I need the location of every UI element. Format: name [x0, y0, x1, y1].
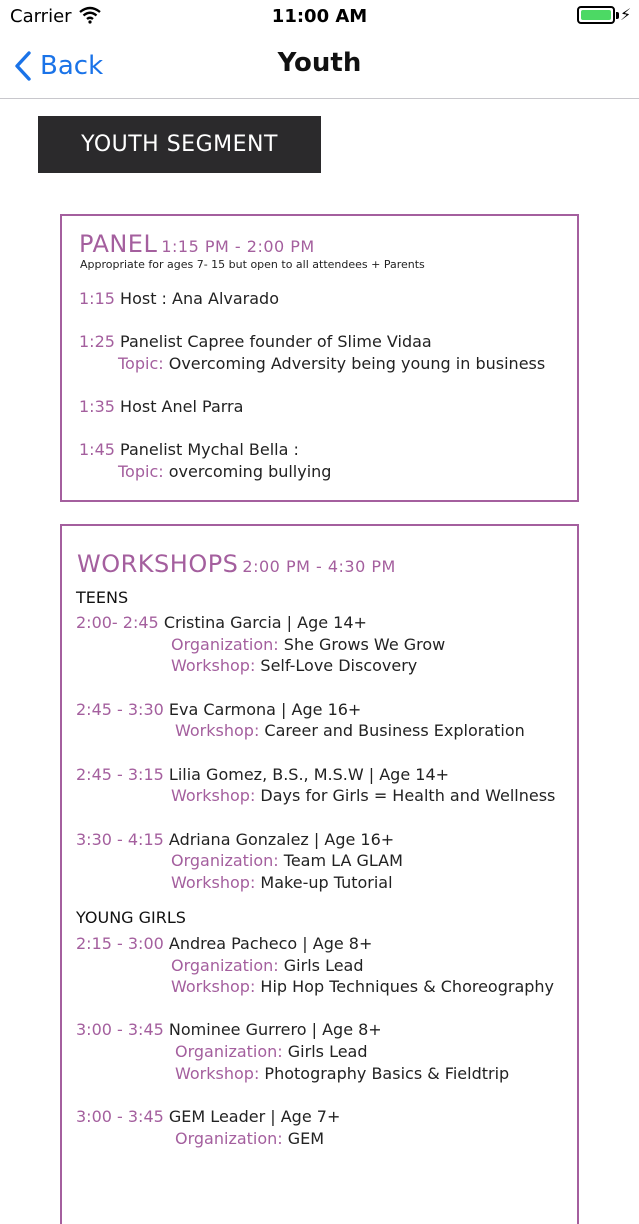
- segment-banner: YOUTH SEGMENT: [38, 116, 321, 173]
- workshop-org: Organization: Team LA GLAM: [171, 851, 403, 870]
- workshop-topic: Workshop: Photography Basics & Fieldtrip: [175, 1064, 510, 1083]
- workshop-entry: 2:45 - 3:30 Eva Carmona | Age 16+: [76, 700, 362, 719]
- workshop-org: Organization: Girls Lead: [175, 1042, 368, 1061]
- panel-title: PANEL: [79, 230, 158, 258]
- panel-topic: Topic: overcoming bullying: [118, 462, 332, 481]
- workshop-org: Organization: Girls Lead: [171, 956, 364, 975]
- teens-heading: TEENS: [76, 588, 129, 607]
- workshop-org: Organization: She Grows We Grow: [171, 635, 446, 654]
- clock: 11:00 AM: [271, 6, 368, 27]
- workshops-title: WORKSHOPS: [77, 550, 239, 578]
- workshops-section: [60, 524, 579, 1224]
- battery-icon: [577, 6, 615, 24]
- panel-title-row: [79, 230, 315, 258]
- panel-item: 1:25 Panelist Capree founder of Slime Vidaa: [79, 332, 432, 351]
- workshops-title-row: [77, 550, 396, 578]
- workshop-topic: Workshop: Days for Girls = Health and Wellness: [171, 786, 556, 805]
- status-bar: [0, 0, 639, 34]
- page-title: Youth: [277, 48, 362, 78]
- content-scroll[interactable]: [0, 99, 639, 1148]
- panel-item: 1:35 Host Anel Parra: [79, 397, 244, 416]
- carrier-label: Carrier: [10, 6, 72, 27]
- panel-item: 1:15 Host : Ana Alvarado: [79, 289, 279, 308]
- workshop-entry: 3:00 - 3:45 GEM Leader | Age 7+: [76, 1107, 341, 1126]
- workshop-entry: 3:00 - 3:45 Nominee Gurrero | Age 8+: [76, 1020, 382, 1039]
- panel-topic: Topic: Overcoming Adversity being young in business: [118, 354, 546, 373]
- workshop-entry: 2:45 - 3:15 Lilia Gomez, B.S., M.S.W | Age 14+: [76, 765, 450, 784]
- young-girls-heading: YOUNG GIRLS: [76, 908, 186, 927]
- panel-note: Appropriate for ages 7- 15 but open to all attendees + Parents: [80, 258, 425, 271]
- panel-item: 1:45 Panelist Mychal Bella :: [79, 440, 299, 459]
- workshop-entry: 2:00- 2:45 Cristina Garcia | Age 14+: [76, 613, 367, 632]
- workshop-org: Organization: GEM: [175, 1129, 325, 1148]
- charging-icon: ⚡: [620, 5, 632, 24]
- back-label: Back: [40, 51, 104, 81]
- navigation-bar: [0, 34, 639, 99]
- workshop-entry: 2:15 - 3:00 Andrea Pacheco | Age 8+: [76, 934, 373, 953]
- workshop-entry: 3:30 - 4:15 Adriana Gonzalez | Age 16+: [76, 830, 395, 849]
- panel-time: 1:15 PM - 2:00 PM: [161, 237, 315, 256]
- panel-section: [60, 214, 579, 502]
- workshop-topic: Workshop: Career and Business Exploration: [175, 721, 525, 740]
- workshop-topic: Workshop: Self-Love Discovery: [171, 656, 418, 675]
- workshop-topic: Workshop: Make-up Tutorial: [171, 873, 393, 892]
- workshop-topic: Workshop: Hip Hop Techniques & Choreography: [171, 977, 555, 996]
- workshops-time: 2:00 PM - 4:30 PM: [242, 557, 396, 576]
